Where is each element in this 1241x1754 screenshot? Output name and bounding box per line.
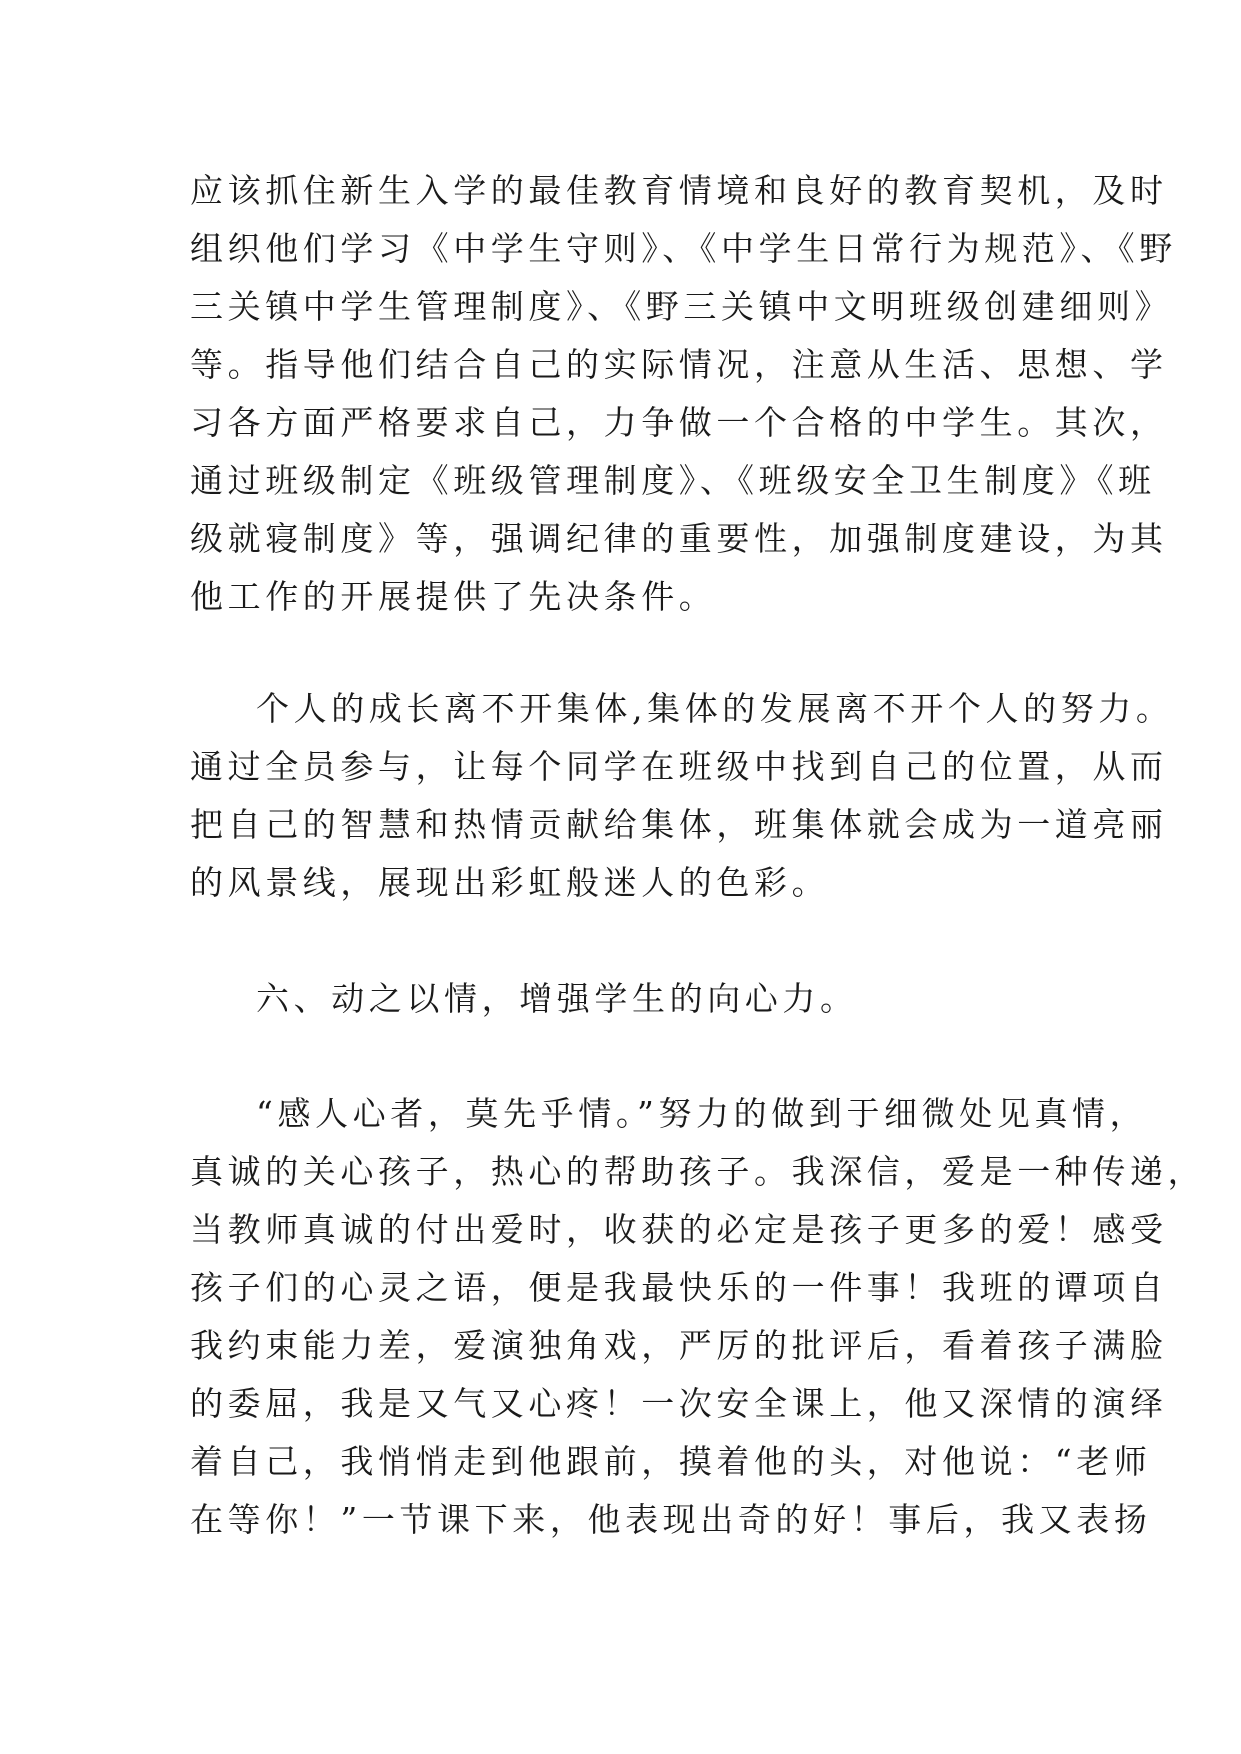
paragraph-line: 他工作的开展提供了先决条件。 <box>190 577 717 616</box>
paragraph-line: 等。指导他们结合自己的实际情况，注意从生活、思想、学 <box>190 345 1168 384</box>
paragraph-line: 孩子们的心灵之语，便是我最快乐的一件事！我班的谭项自 <box>190 1268 1168 1307</box>
paragraph-line: 组织他们学习《中学生守则》、《中学生日常行为规范》、《野 <box>190 229 1177 268</box>
paragraph-line: “感人心者，莫先乎情。”努力的做到于细微处见真情， <box>256 1094 1148 1133</box>
paragraph-line: 三关镇中学生管理制度》、《野三关镇中文明班级创建细则》 <box>190 287 1173 326</box>
paragraph-line: 通过全员参与，让每个同学在班级中找到自己的位置，从而 <box>190 747 1168 786</box>
paragraph-line: 个人的成长离不开集体,集体的发展离不开个人的努力。 <box>256 689 1174 728</box>
paragraph-line: 把自己的智慧和热情贡献给集体，班集体就会成为一道亮丽 <box>190 805 1168 844</box>
paragraph-emotion <box>190 1085 1206 1549</box>
paragraph-line: 真诚的关心孩子，热心的帮助孩子。我深信，爱是一种传递， <box>190 1152 1206 1191</box>
paragraph-line: 我约束能力差，爱演独角戏，严厉的批评后，看着孩子满脸 <box>190 1326 1168 1365</box>
paragraph-collective-growth <box>190 680 1174 912</box>
paragraph-line: 着自己，我悄悄走到他跟前，摸着他的头，对他说：“老师 <box>190 1442 1152 1481</box>
paragraph-line: 级就寝制度》等，强调纪律的重要性，加强制度建设，为其 <box>190 519 1168 558</box>
paragraph-line: 在等你！”一节课下来，他表现出奇的好！事后，我又表扬 <box>190 1500 1152 1539</box>
paragraph-line: 当教师真诚的付出爱时，收获的必定是孩子更多的爱！感受 <box>190 1210 1168 1249</box>
section-heading-six <box>190 970 1070 1028</box>
paragraph-rules-study <box>190 162 1177 626</box>
paragraph-line: 习各方面严格要求自己，力争做一个合格的中学生。其次， <box>190 403 1168 442</box>
paragraph-line: 的委屈，我是又气又心疼！一次安全课上，他又深情的演绎 <box>190 1384 1168 1423</box>
paragraph-line: 应该抓住新生入学的最佳教育情境和良好的教育契机，及时 <box>190 171 1168 210</box>
section-heading-text: 六、动之以情，增强学生的向心力。 <box>256 979 858 1018</box>
paragraph-line: 的风景线，展现出彩虹般迷人的色彩。 <box>190 863 830 902</box>
paragraph-line: 通过班级制定《班级管理制度》、《班级安全卫生制度》《班 <box>190 461 1156 500</box>
